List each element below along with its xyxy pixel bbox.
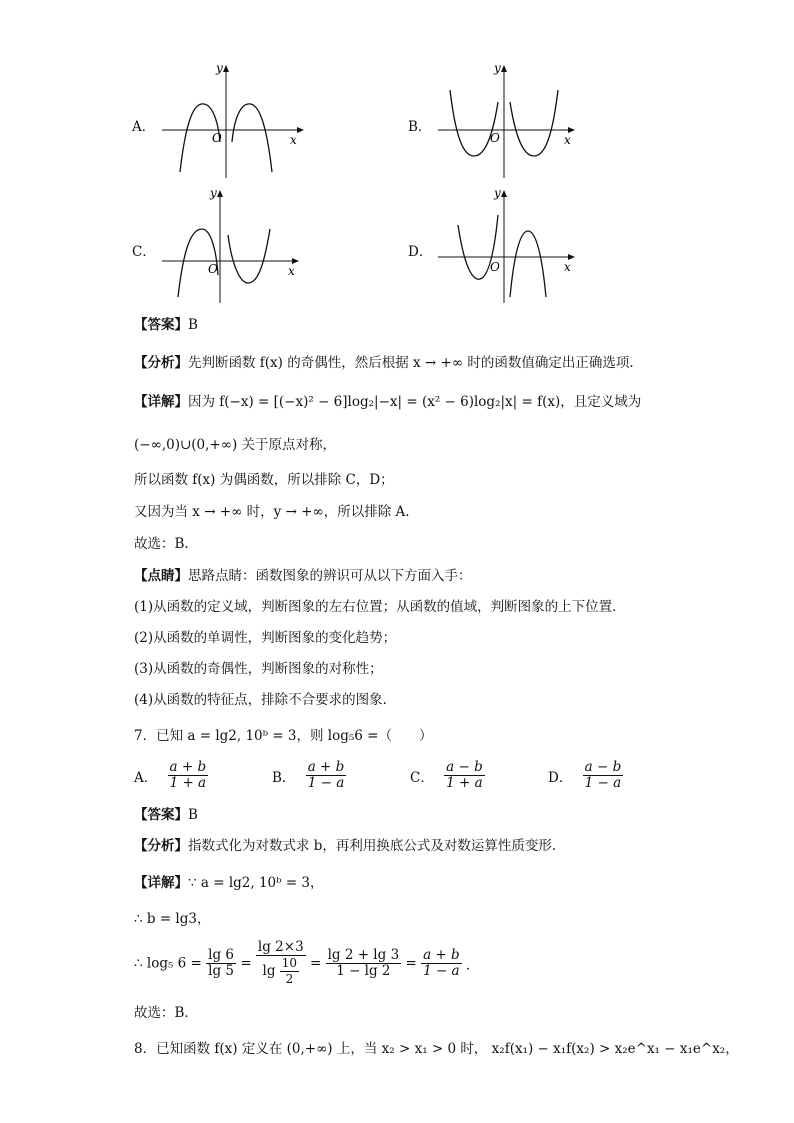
lg-text: lg xyxy=(262,963,276,979)
detail-tag: 【详解】 xyxy=(134,394,188,410)
q6-detail-line-4: 又因为当 x → +∞ 时，y → +∞，所以排除 A. xyxy=(134,504,410,520)
equation-prefix: ∴ log₅ 6 = xyxy=(134,955,202,972)
remark-tag: 【点睛】 xyxy=(134,568,188,584)
q7-detail-line-2: ∴ b = lg3， xyxy=(134,911,211,927)
q6-choose-line: 故选：B. xyxy=(134,536,189,552)
q7-option-a-fraction xyxy=(168,760,209,791)
analysis-tag: 【分析】 xyxy=(134,838,188,854)
analysis-text: 先判断函数 f(x) 的奇偶性，然后根据 x → +∞ 时的函数值确定出正确选项. xyxy=(188,355,634,371)
q6-detail-line-2: (−∞,0)∪(0,+∞) 关于原点对称， xyxy=(134,437,337,453)
q7-option-a-label: A． xyxy=(134,769,158,786)
fraction-numerator: a − b xyxy=(446,759,483,775)
remark-point-4: (4)从函数的特征点，排除不合要求的图象. xyxy=(134,692,387,708)
q7-option-d-fraction xyxy=(583,760,624,791)
remark-point-3: (3)从函数的奇偶性，判断图象的对称性； xyxy=(134,661,383,677)
q7-option-c-label: C． xyxy=(410,769,434,786)
x-axis-label: x xyxy=(288,264,295,278)
y-axis-label: y xyxy=(210,186,217,200)
x-axis-label: x xyxy=(564,260,571,274)
q7-option-c xyxy=(410,760,485,791)
remark-point-2: (2)从函数的单调性，判断图象的变化趋势； xyxy=(134,630,397,646)
detail-text: 因为 f(−x) = [(−x)² − 6]log₂|−x| = (x² − 6)log₂|x| = f(x)，且定义域为 xyxy=(188,394,642,410)
equals-sign: = xyxy=(240,955,252,972)
q7-choose-line: 故选：B． xyxy=(134,1005,198,1021)
answer-tag: 【答案】 xyxy=(134,807,188,823)
q7-option-b xyxy=(272,760,346,791)
fraction-denominator: 2 xyxy=(285,972,294,986)
fraction-numerator: a + b xyxy=(307,759,345,775)
q6-remark-line xyxy=(134,567,472,585)
fraction-denominator: lg 5 xyxy=(208,963,235,979)
detail-text: ∵ a = lg2, 10ᵇ = 3， xyxy=(188,875,324,891)
analysis-text: 指数式化为对数式求 b，再利用换底公式及对数运算性质变形. xyxy=(188,838,557,854)
nested-fraction xyxy=(280,956,299,987)
q7-analysis-line xyxy=(134,837,556,855)
fraction-numerator: a − b xyxy=(584,759,622,775)
q7-equation xyxy=(134,940,479,987)
q7-option-b-label: B． xyxy=(272,769,296,786)
fraction-denominator: 1 − a xyxy=(584,775,622,791)
option-b-label: B． xyxy=(408,119,432,135)
fraction-numerator: lg 2×3 xyxy=(257,939,304,955)
x-axis-label: x xyxy=(290,133,297,147)
fraction-denominator: 1 − a xyxy=(307,775,345,791)
equation-fraction-2 xyxy=(256,940,306,987)
q7-stem: 7．已知 a = lg2, 10ᵇ = 3，则 log₅6 =（ ） xyxy=(134,728,433,744)
y-axis-label: y xyxy=(216,61,223,75)
q6-detail-line-3: 所以函数 f(x) 为偶函数，所以排除 C，D； xyxy=(134,472,394,488)
origin-label: O xyxy=(208,262,218,276)
equation-fraction-1 xyxy=(206,948,236,979)
origin-label: O xyxy=(490,131,500,145)
q7-option-a xyxy=(134,760,208,791)
q7-answer-line xyxy=(134,806,198,824)
graph-b-plot xyxy=(428,60,588,180)
origin-label: O xyxy=(212,131,222,145)
q6-detail-line-1 xyxy=(134,393,641,411)
fraction-denominator: 1 + a xyxy=(169,775,207,791)
remark-point-1: (1)从函数的定义域，判断图象的左右位置；从函数的值域，判断图象的上下位置． xyxy=(134,599,626,615)
graph-d-plot xyxy=(428,185,588,305)
y-axis-label: y xyxy=(494,61,501,75)
q7-option-d-label: D． xyxy=(548,769,573,786)
equation-fraction-4 xyxy=(421,948,462,979)
analysis-tag: 【分析】 xyxy=(134,355,188,371)
option-c-graph xyxy=(132,185,312,305)
graph-a-plot xyxy=(152,60,312,180)
option-d-label: D． xyxy=(408,244,433,260)
equation-fraction-3 xyxy=(326,948,402,979)
graph-c-plot xyxy=(152,185,312,305)
option-a-label: A． xyxy=(132,119,156,135)
remark-text: 思路点睛：函数图象的辨识可从以下方面入手： xyxy=(188,568,472,584)
q7-option-c-fraction xyxy=(444,760,485,791)
option-c-label: C． xyxy=(132,244,156,260)
origin-label: O xyxy=(490,260,500,274)
option-d-graph xyxy=(408,185,588,305)
q7-option-b-fraction xyxy=(306,760,347,791)
q7-option-d xyxy=(548,760,623,791)
x-axis-label: x xyxy=(564,133,571,147)
option-b-graph xyxy=(408,60,588,180)
fraction-numerator: a + b xyxy=(169,759,207,775)
fraction-denominator: 1 − lg 2 xyxy=(336,963,391,979)
fraction-numerator: lg 6 xyxy=(208,947,235,963)
y-axis-label: y xyxy=(494,186,501,200)
fraction-denominator: 1 + a xyxy=(446,775,483,791)
option-a-graph xyxy=(132,60,312,180)
fraction-numerator: 10 xyxy=(281,956,298,970)
q6-answer-line xyxy=(134,316,198,334)
detail-tag: 【详解】 xyxy=(134,875,188,891)
equals-sign: = xyxy=(405,955,417,972)
fraction-denominator xyxy=(256,956,306,987)
q7-detail-line-1 xyxy=(134,874,324,892)
q6-analysis-line xyxy=(134,354,634,372)
answer-value: B xyxy=(188,807,198,823)
equals-sign: = xyxy=(309,955,322,972)
fraction-denominator: 1 − a xyxy=(423,963,460,979)
fraction-numerator: lg 2 + lg 3 xyxy=(327,947,400,963)
fraction-numerator: a + b xyxy=(423,947,460,963)
q8-stem: 8．已知函数 f(x) 定义在 (0,+∞) 上，当 x₂ > x₁ > 0 时， x₂f(x₁) − x₁f(x₂) > x₂e^x₁ − x₁e^x₂， xyxy=(134,1041,739,1057)
answer-tag: 【答案】 xyxy=(134,317,188,333)
answer-value: B xyxy=(188,317,198,333)
equation-end: ． xyxy=(465,957,480,974)
